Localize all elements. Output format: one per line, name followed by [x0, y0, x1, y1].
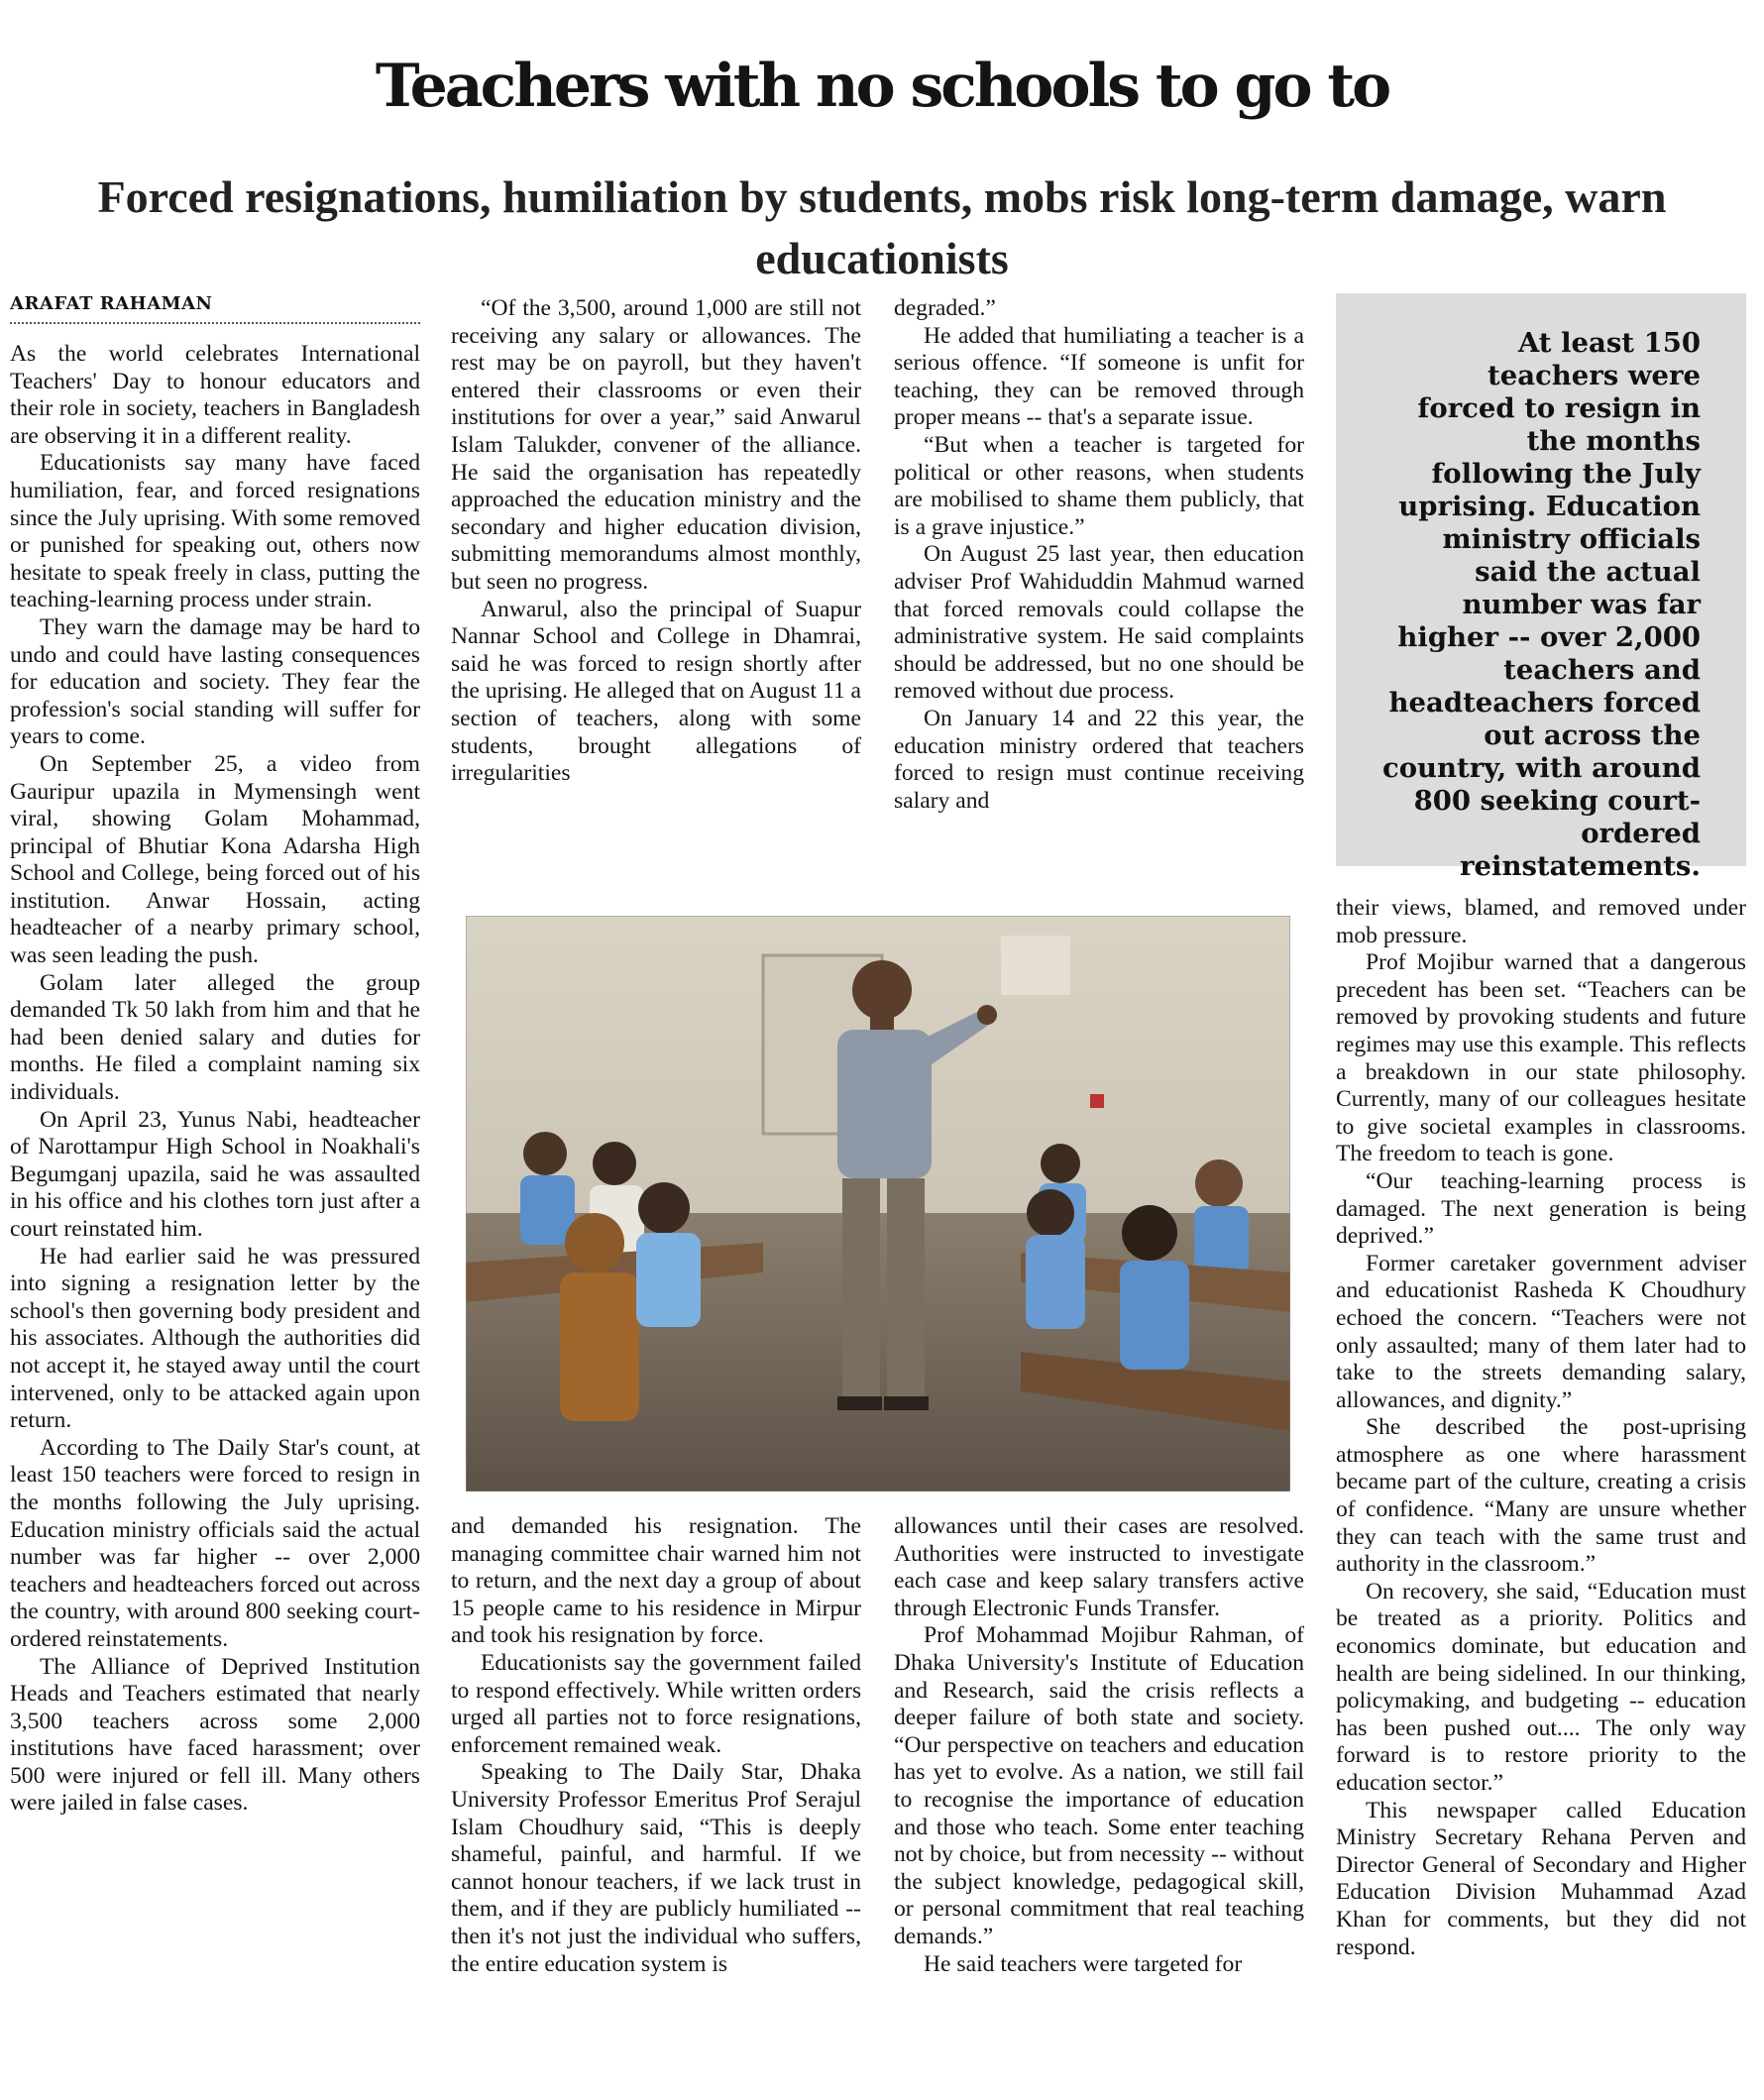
paragraph: “Of the 3,500, around 1,000 are still not receiving any salary or allowances. The rest may be on payroll, but they haven't entered their classrooms or even their institutions for over a year,” said Anwarul Islam Talukder, convener of the alliance. He said the organisation has repeatedly approached the education ministry and the secondary and higher education division, submitting memorandums almost monthly, but seen no progress. [451, 295, 861, 595]
paragraph: “But when a teacher is targeted for political or other reasons, when students are mobilised to shame them publicly, that is a grave injustice.” [894, 431, 1304, 540]
byline: ARAFAT RAHAMAN [10, 293, 420, 324]
paragraph: He said teachers were targeted for [924, 1950, 1243, 1977]
article-column-3-bottom [894, 1513, 1304, 2095]
paragraph: Anwarul, also the principal of Suapur Nannar School and College in Dhamrai, said he was forced to resign shortly after the uprising. He alleged that on August 11 a section of teachers, along with some students, brought allegations of irregularities [451, 596, 861, 787]
paragraph: Educationists say many have faced humiliation, fear, and forced resignations since the July uprising. With some removed or punished for speaking out, others now hesitate to speak freely in class, putting the teaching-learning process under strain. [10, 450, 420, 613]
paragraph: allowances until their cases are resolved. Authorities were instructed to investigate each case and keep salary transfers active through Electronic Funds Transfer. [894, 1513, 1304, 1621]
subheadline: Forced resignations, humiliation by students, mobs risk long-term damage, warn educationists [97, 171, 1667, 283]
article-column-1 [10, 341, 420, 2095]
paragraph: They warn the damage may be hard to undo and could have lasting consequences for education and society. They fear the profession's social standing will suffer for years to come. [10, 613, 420, 750]
paragraph: On August 25 last year, then education adviser Prof Wahiduddin Mahmud warned that forced removals could collapse the administrative system. He said complaints should be addressed, but no one should be removed without due process. [894, 541, 1304, 705]
article-column-2-bottom [451, 1513, 861, 2095]
paragraph: On April 23, Yunus Nabi, headteacher of Narottampur High School in Noakhali's Begumganj upazila, said he was assaulted in his office and his clothes torn just after a court reinstated him. [10, 1106, 420, 1242]
headline: Teachers with no schools to go to [375, 52, 1389, 121]
paragraph: their views, blamed, and removed under mob pressure. [1336, 895, 1746, 948]
paragraph: According to The Daily Star's count, at least 150 teachers were forced to resign in the months following the July uprising. Education ministry officials said the actual number was far higher -- over 2,000 teachers and headteachers forced out across the country, with around 800 seeking court-ordered reinstatements. [10, 1434, 420, 1652]
paragraph: Speaking to The Daily Star, Dhaka University Professor Emeritus Prof Serajul Islam Choudhury said, “This is deeply shameful, painful, and harmful. If we cannot honour teachers, if we lack trust in them, and if they are publicly humiliated -- then it's not just the individual who suffers, the entire education system is [451, 1759, 861, 1977]
paragraph: On September 25, a video from Gauripur upazila in Mymensingh went viral, showing Golam Mohammad, principal of Bhutiar Kona Adarsha High School and College, being forced out of his institution. Anwar Hossain, acting headteacher of a nearby primary school, was seen leading the push. [10, 750, 420, 969]
paragraph: On January 14 and 22 this year, the education ministry ordered that teachers forced to resign must continue receiving salary and [894, 705, 1304, 814]
pull-quote: At least 150 teachers were forced to resign in the months following the July uprising. Education ministry officials said the actual number was far higher -- over 2,000 teachers and headteachers forced out across the country, with around 800 seeking court-ordered reinstatements. [1336, 293, 1746, 866]
paragraph: On recovery, she said, “Education must be treated as a priority. Politics and economics dominate, but education and health are being sidelined. In our thinking, policymaking, and budgeting -- education has been pushed out.... The only way forward is to restore priority to the education sector.” [1336, 1578, 1746, 1796]
paragraph: As the world celebrates International Teachers' Day to honour educators and their role in society, teachers in Bangladesh are observing it in a different reality. [10, 341, 420, 449]
article-column-2-top [451, 295, 861, 866]
paragraph: Former caretaker government adviser and educationist Rasheda K Choudhury echoed the concern. “Teachers were not only assaulted; many of them later had to take to the streets demanding salary, allowances, and dignity.” [1336, 1250, 1746, 1413]
paragraph: She described the post-uprising atmosphere as one where harassment became part of the culture, creating a crisis of confidence. “Many are unsure whether they can teach with the same trust and authority in the classroom.” [1336, 1414, 1746, 1578]
classroom-photo [466, 916, 1290, 1492]
paragraph: Golam later alleged the group demanded Tk 50 lakh from him and that he had been denied salary and duties for months. He filed a complaint naming six individuals. [10, 969, 420, 1106]
paragraph: Educationists say the government failed to respond effectively. While written orders urged all parties not to force resignations, enforcement remained weak. [451, 1649, 861, 1758]
article-column-3-top [894, 295, 1304, 866]
paragraph: The Alliance of Deprived Institution Heads and Teachers estimated that nearly 3,500 teachers across some 2,000 institutions have faced harassment; over 500 were injured or fell ill. Many others were jailed in false cases. [10, 1653, 420, 1817]
paragraph: Prof Mojibur warned that a dangerous precedent has been set. “Teachers can be removed by provoking students and future regimes may use this example. This reflects a breakdown in our state philosophy. Currently, many of our colleagues hesitate to give societal examples in classrooms. The freedom to teach is gone. [1336, 949, 1746, 1167]
paragraph: This newspaper called Education Ministry Secretary Rehana Perven and Director General of Secondary and Higher Education Division Muhammad Azad Khan for comments, but they did not respond. [1336, 1797, 1746, 1960]
paragraph: He had earlier said he was pressured into signing a resignation letter by the school's then governing body president and his associates. Although the authorities did not accept it, he stayed away until the court intervened, only to be attacked again upon return. [10, 1243, 420, 1434]
paragraph: and demanded his resignation. The managing committee chair warned him not to return, and the next day a group of about 15 people came to his residence in Mirpur and took his resignation by force. [451, 1513, 861, 1649]
article-column-4 [1336, 895, 1746, 2095]
paragraph: He added that humiliating a teacher is a serious offence. “If someone is unfit for teaching, they can be removed through proper means -- that's a separate issue. [894, 322, 1304, 431]
paragraph: degraded.” [894, 295, 996, 321]
paragraph: “Our teaching-learning process is damaged. The next generation is being deprived.” [1336, 1167, 1746, 1250]
paragraph: Prof Mohammad Mojibur Rahman, of Dhaka University's Institute of Education and Research, said the crisis reflects a deeper failure of both state and society. “Our perspective on teachers and education has yet to evolve. As a nation, we still fail to recognise the importance of education and those who teach. Some enter teaching not by choice, but from necessity -- without the subject knowledge, pedagogical skill, or personal commitment that real teaching demands.” [894, 1622, 1304, 1949]
